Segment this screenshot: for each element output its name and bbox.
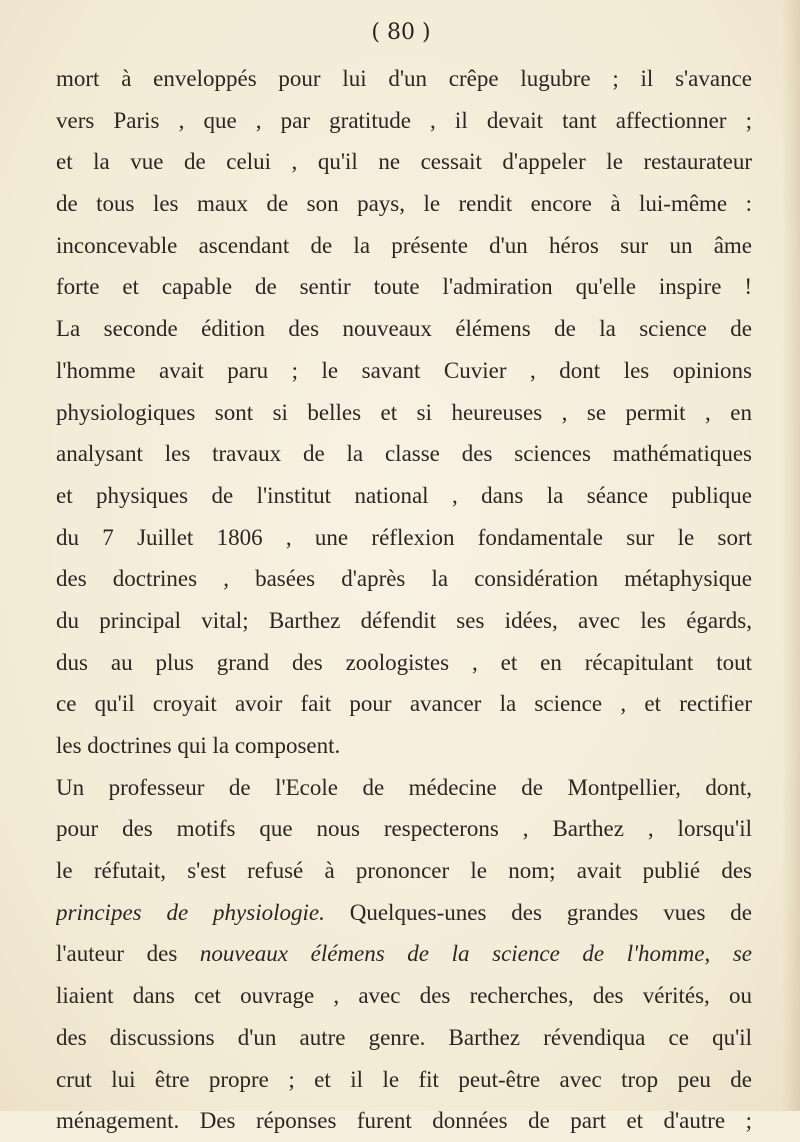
text-line: analysant les travaux de la classe des sciences mathématiques	[56, 441, 752, 467]
paragraph-1	[56, 58, 752, 308]
text-line: du 7 Juillet 1806 , une réflexion fondamentale sur le sort	[56, 524, 752, 550]
text-line: dus au plus grand des zoologistes , et en récapitulant tout	[56, 649, 752, 675]
text-line: liaient dans cet ouvrage , avec des recherches, des vérités, ou	[56, 983, 752, 1009]
text-line: Un professeur de l'Ecole de médecine de Montpellier, dont,	[56, 774, 752, 800]
text-line: crut lui être propre ; et il le fit peut-être avec trop peu de	[56, 1066, 752, 1092]
text-line: ménagement. Des réponses furent données de part et d'autre ;	[56, 1108, 752, 1134]
text-line: physiologiques sont si belles et si heureuses , se permit , en	[56, 399, 752, 425]
text-line: vers Paris , que , par gratitude , il devait tant affectionner ;	[56, 107, 752, 133]
text-line	[56, 933, 752, 975]
italic-fragment: se	[732, 941, 752, 967]
page-edge-shadow	[782, 0, 800, 1111]
text-line: les doctrines qui la composent.	[56, 733, 341, 758]
text-line: des discussions d'un autre genre. Barthez révendiqua ce qu'il	[56, 1024, 752, 1050]
text-line: et la vue de celui , qu'il ne cessait d'appeler le restaurateur	[56, 149, 752, 175]
paragraph-2	[56, 308, 752, 767]
page-number: ( 80 )	[371, 20, 431, 45]
body-text	[56, 58, 752, 1142]
text-line: le réfutait, s'est refusé à prononcer le nom; avait publié des	[56, 858, 752, 884]
paragraph-3	[56, 767, 752, 1142]
text-line: La seconde édition des nouveaux élémens de la science de	[56, 316, 752, 342]
text-line: pour des motifs que nous respecterons , Barthez , lorsqu'il	[56, 816, 752, 842]
text-line: l'homme avait paru ; le savant Cuvier , dont les opinions	[56, 357, 752, 383]
text-line: mort à enveloppés pour lui d'un crêpe lugubre ; il s'avance	[56, 66, 752, 91]
italic-title: principes de physiologie.	[56, 899, 325, 925]
text-line: de tous les maux de son pays, le rendit encore à lui-même :	[56, 191, 752, 217]
text-line: des doctrines , basées d'après la considération métaphysique	[56, 566, 752, 592]
text-fragment: Quelques-unes des grandes vues de	[324, 899, 752, 925]
text-line: du principal vital; Barthez défendit ses idées, avec les égards,	[56, 607, 752, 633]
text-line: et physiques de l'institut national , dans la séance publique	[56, 482, 752, 508]
text-fragment: l'auteur des	[56, 941, 200, 967]
text-line: forte et capable de sentir toute l'admiration qu'elle inspire !	[56, 274, 752, 300]
text-line: ce qu'il croyait avoir fait pour avancer la science , et rectifier	[56, 691, 752, 717]
text-line	[56, 892, 752, 934]
text-fragment: ,	[704, 941, 733, 967]
italic-title: nouveaux élémens de la science de l'homme	[199, 941, 705, 967]
text-line: inconcevable ascendant de la présente d'un héros sur un âme	[56, 232, 752, 258]
